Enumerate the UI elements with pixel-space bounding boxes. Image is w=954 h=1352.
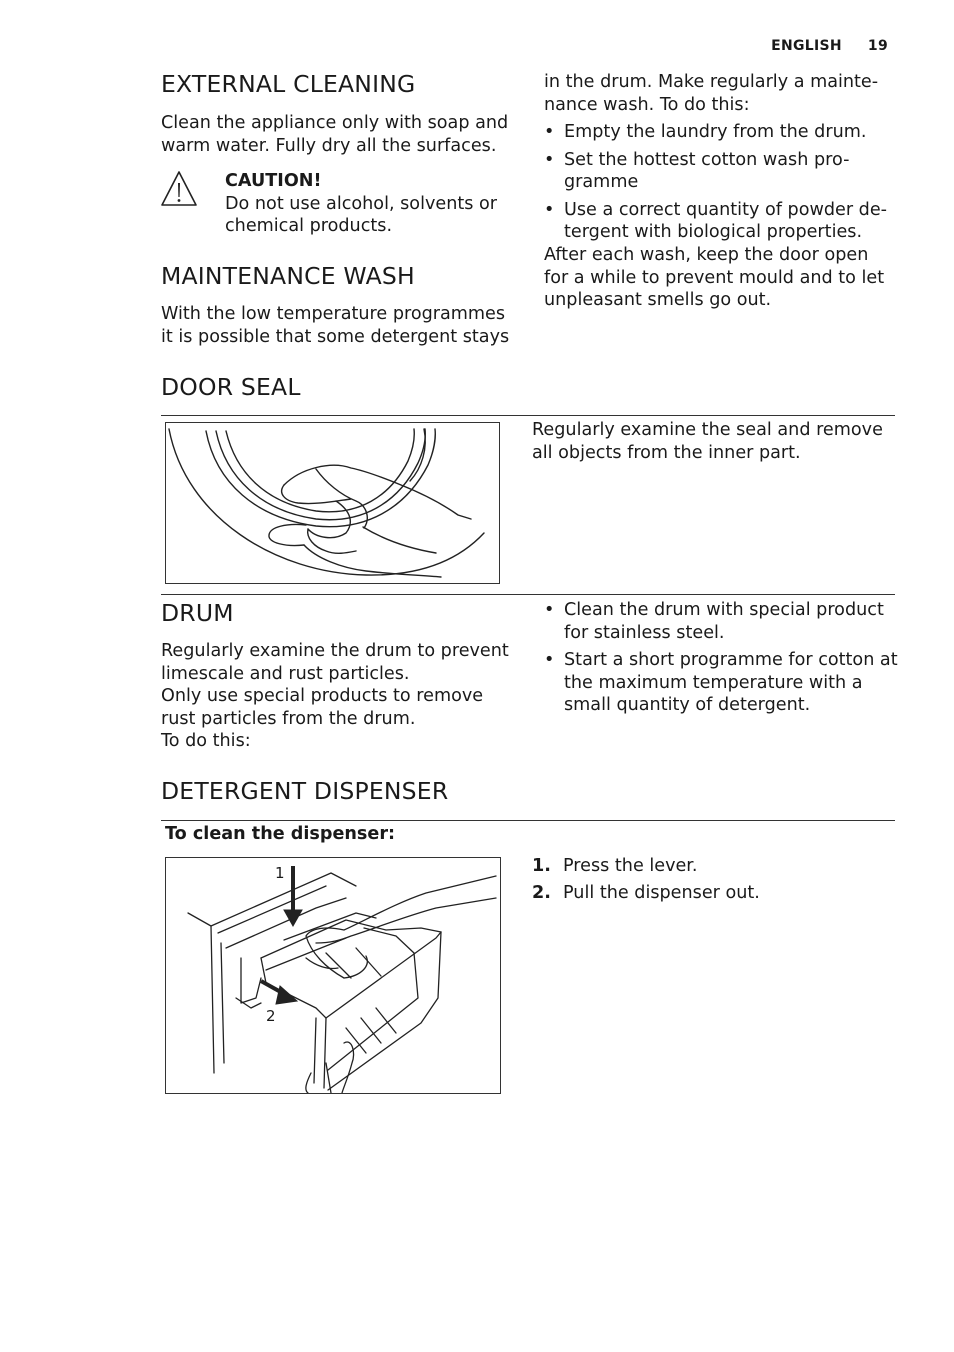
bullet-icon: • [544,600,555,620]
step-number: 1. [532,856,551,876]
section-divider [161,415,895,416]
body-line: warm water. Fully dry all the surfaces. [161,135,497,156]
external-cleaning-title: EXTERNAL CLEANING [161,70,416,98]
step-number: 2. [532,882,551,903]
maintenance-wash-after [544,244,884,312]
bullet-icon: • [544,199,555,220]
external-cleaning-body [161,112,508,157]
list-item-line: Clean the drum with special product [564,600,884,620]
dispenser-steps [532,855,760,908]
dispenser-removal-illustration [165,857,501,1094]
door-seal-text [532,419,883,464]
list-item [544,599,898,644]
list-item [544,121,887,144]
list-item-line: gramme [564,172,639,193]
list-item-line: Set the hottest cotton wash pro- [564,149,850,170]
list-item-line: tergent with biological properties. [564,222,863,243]
list-item-line: Use a correct quantity of powder de- [564,199,888,220]
body-line: it is possible that some detergent stays [161,326,510,347]
list-item [544,149,887,194]
language-label: ENGLISH [771,38,842,54]
body-line: all objects from the inner part. [532,442,801,463]
bullet-icon: • [544,122,555,142]
door-seal-illustration [165,422,500,584]
body-line: nance wash. To do this: [544,94,750,115]
body-line: unpleasant smells go out. [544,290,772,311]
drum-body [161,640,509,753]
body-line: in the drum. Make regularly a mainte- [544,72,879,92]
drum-title: DRUM [161,599,234,627]
list-item [532,855,760,878]
list-item [544,649,898,717]
list-item-line: the maximum temperature with a [564,672,863,693]
body-line: limescale and rust particles. [161,663,410,684]
list-item-line: Start a short programme for cotton at [564,650,898,671]
maintenance-wash-continued [544,71,878,116]
callout-2: 2 [266,1007,276,1025]
body-line: for a while to prevent mould and to let [544,267,885,288]
detergent-dispenser-title: DETERGENT DISPENSER [161,777,449,805]
caution-line: Do not use alcohol, solvents or [225,193,497,214]
bullet-icon: • [544,650,555,671]
step-text: Press the lever. [563,856,698,876]
door-seal-title: DOOR SEAL [161,373,301,401]
caution-block [225,170,497,238]
list-item-line: small quantity of detergent. [564,695,811,716]
drum-bullets [544,599,898,722]
body-line: After each wash, keep the door open [544,245,869,265]
list-item [532,882,760,905]
maintenance-wash-body [161,303,509,348]
maintenance-wash-bullets [544,121,887,249]
dispenser-subheading: To clean the dispenser: [165,824,396,844]
body-line: With the low temperature programmes [161,304,506,324]
list-item [544,199,887,244]
body-line: Only use special products to remove [161,686,484,707]
section-divider [161,594,895,595]
caution-line: chemical products. [225,216,393,237]
bullet-icon: • [544,149,555,170]
list-item-line: for stainless steel. [564,622,725,643]
body-line: To do this: [161,731,251,752]
list-item-line: Empty the laundry from the drum. [564,122,867,142]
step-text: Pull the dispenser out. [563,882,760,903]
body-line: Clean the appliance only with soap and [161,113,509,133]
maintenance-wash-title: MAINTENANCE WASH [161,262,415,290]
section-divider [161,820,895,821]
body-line: rust particles from the drum. [161,708,416,729]
caution-heading: CAUTION! [225,171,322,191]
page-number: 19 [867,38,888,54]
page-header [771,38,888,54]
body-line: Regularly examine the drum to prevent [161,641,509,661]
body-line: Regularly examine the seal and remove [532,420,883,440]
callout-1: 1 [275,864,285,882]
warning-triangle-icon [160,170,198,212]
